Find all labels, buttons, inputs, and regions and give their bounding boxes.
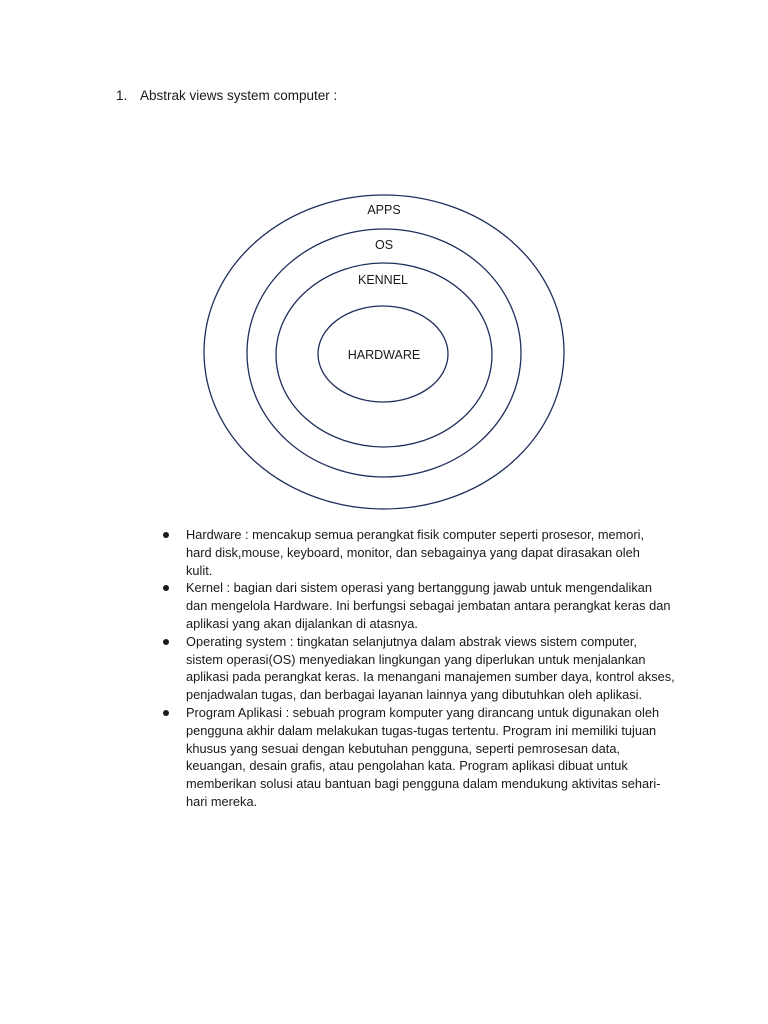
list-item-line: hari mereka. (186, 793, 258, 809)
list-item (160, 633, 680, 704)
list-item-line: pengguna akhir dalam melakukan tugas-tugas tertentu. Program ini memiliki tujuan (186, 722, 657, 738)
list-item-line: hard disk,mouse, keyboard, monitor, dan sebagainya yang dapat dirasakan oleh (186, 544, 640, 560)
list-item-line: kulit. (186, 562, 213, 578)
layer-label-hardware: HARDWARE (347, 348, 421, 362)
list-item-line: Hardware : mencakup semua perangkat fisik computer seperti prosesor, memori, (186, 527, 645, 542)
list-item-line: Kernel : bagian dari sistem operasi yang bertanggung jawab untuk mengendalikan (186, 580, 652, 596)
list-item-line: sistem operasi(OS) menyediakan lingkungan yang diperlukan untuk menjalankan (186, 651, 646, 667)
bullet-dot-icon (163, 710, 169, 716)
list-item-line: aplikasi yang akan dijalankan di atasnya. (186, 615, 418, 631)
layer-label-os: OS (374, 238, 394, 252)
list-item-line: khusus yang sesuai dengan kebutuhan pengguna, seperti pemrosesan data, (186, 740, 620, 756)
layer-label-apps: APPS (367, 203, 401, 217)
list-item-line: Operating system : tingkatan selanjutnya dalam abstrak views sistem computer, (186, 633, 637, 649)
bullet-dot-icon (163, 639, 169, 645)
bullet-dot-icon (163, 585, 169, 591)
heading-number: 1. (116, 88, 128, 103)
list-item-line: keuangan, desain grafis, atau pengolahan kata. Program aplikasi dibuat untuk (186, 758, 628, 774)
list-item (160, 704, 680, 811)
layer-label-kernel: KENNEL (357, 273, 409, 287)
list-item (160, 526, 680, 579)
heading-text: Abstrak views system computer : (140, 88, 338, 103)
list-item-line: dan mengelola Hardware. Ini berfungsi sebagai jembatan antara perangkat keras dan (186, 598, 671, 614)
definition-list (160, 526, 680, 811)
list-item-line: penjadwalan tugas, dan berbagai layanan lainnya yang dibutuhkan oleh aplikasi. (186, 687, 643, 703)
list-item (160, 579, 680, 632)
bullet-dot-icon (163, 532, 169, 538)
list-item-line: memberikan solusi atau bantuan bagi pengguna dalam mendukung aktivitas sehari- (186, 776, 661, 792)
list-item-line: aplikasi pada perangkat keras. Ia menangani manajemen sumber daya, kontrol akses, (186, 669, 675, 685)
list-item-line: Program Aplikasi : sebuah program komputer yang dirancang untuk digunakan oleh (186, 704, 660, 720)
